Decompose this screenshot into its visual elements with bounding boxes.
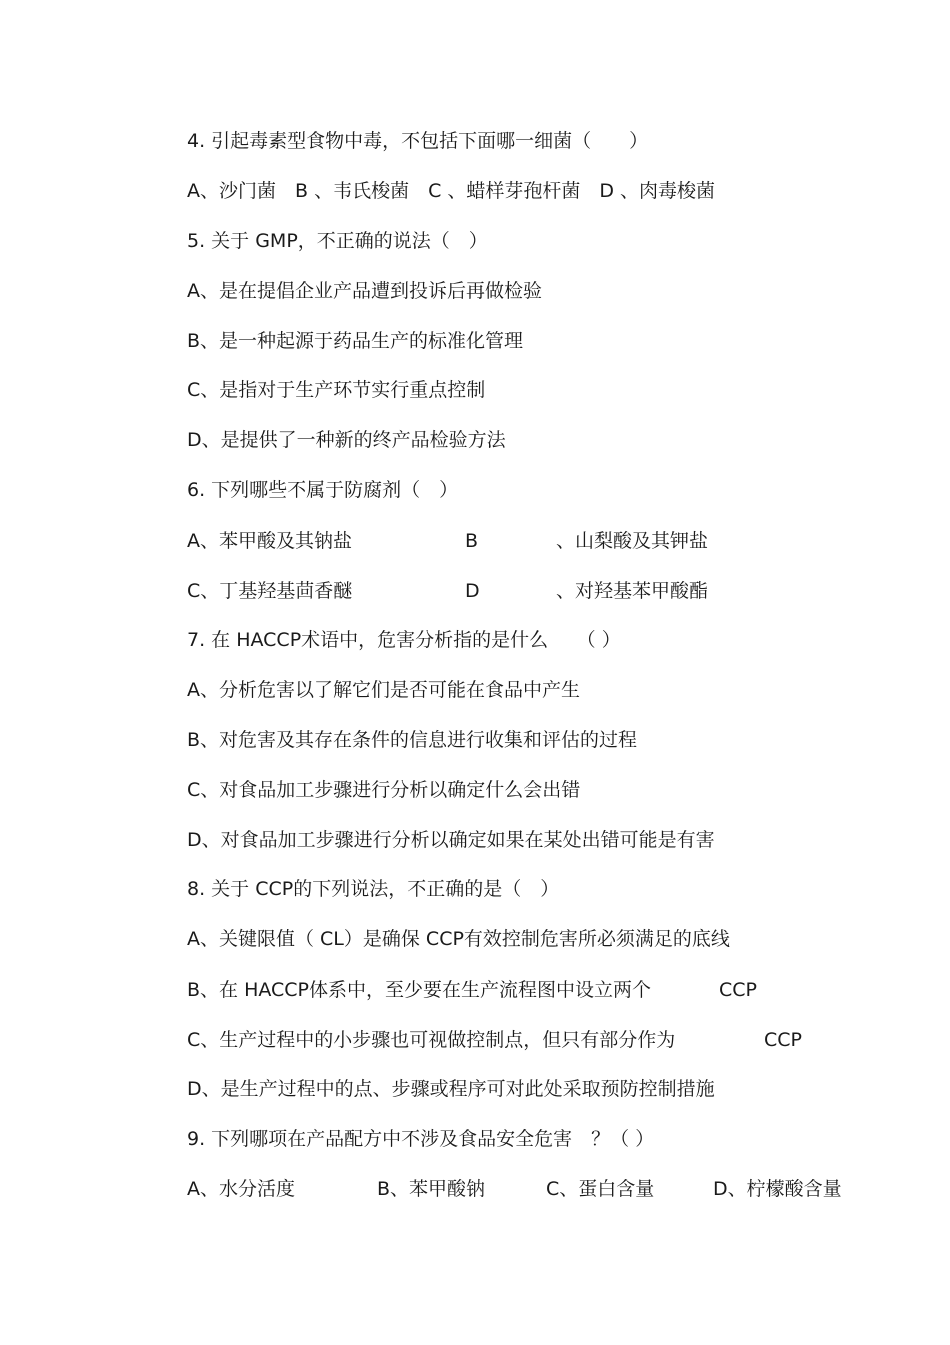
question-6-option-c: C、丁基羟基茴香醚 — [187, 580, 353, 602]
question-8-option-b-tail: CCP — [719, 979, 757, 1001]
question-6-option-d-text: 、对羟基苯甲酸酯 — [556, 580, 709, 602]
question-9-option-d: D、柠檬酸含量 — [713, 1178, 842, 1200]
question-9-option-c: C、蛋白含量 — [546, 1178, 655, 1200]
question-8-option-b: B、在 HACCP体系中，至少要在生产流程图中设立两个 — [187, 979, 652, 1001]
question-6-option-d-letter: D — [465, 580, 480, 602]
question-7-option-a: A、分析危害以了解它们是否可能在食品中产生 — [187, 679, 580, 701]
question-5-option-a: A、是在提倡企业产品遭到投诉后再做检验 — [187, 280, 542, 302]
question-5-option-d: D、是提供了一种新的终产品检验方法 — [187, 429, 506, 451]
question-8-option-d: D、是生产过程中的点、步骤或程序可对此处采取预防控制措施 — [187, 1078, 715, 1100]
question-8-stem: 8. 关于 CCP的下列说法，不正确的是（ ） — [187, 878, 560, 900]
question-8-option-a: A、关键限值（ CL）是确保 CCP有效控制危害所必须满足的底线 — [187, 928, 730, 950]
question-9-stem: 9. 下列哪项在产品配方中不涉及食品安全危害 ？（ ） — [187, 1128, 655, 1150]
question-6-option-a: A、苯甲酸及其钠盐 — [187, 530, 352, 552]
question-5-stem: 5. 关于 GMP，不正确的说法（ ） — [187, 230, 488, 252]
question-5-option-c: C、是指对于生产环节实行重点控制 — [187, 379, 486, 401]
question-4-stem: 4. 引起毒素型食物中毒，不包括下面哪一细菌（ ） — [187, 130, 649, 152]
question-9-option-b: B、苯甲酸钠 — [377, 1178, 486, 1200]
question-6-option-b-text: 、山梨酸及其钾盐 — [556, 530, 709, 552]
question-8-option-c: C、生产过程中的小步骤也可视做控制点，但只有部分作为 — [187, 1029, 676, 1051]
question-6-option-b-letter: B — [465, 530, 479, 552]
question-8-option-c-tail: CCP — [764, 1029, 802, 1051]
question-7-option-c: C、对食品加工步骤进行分析以确定什么会出错 — [187, 779, 581, 801]
question-7-option-b: B、对危害及其存在条件的信息进行收集和评估的过程 — [187, 729, 638, 751]
question-6-stem: 6. 下列哪些不属于防腐剂（ ） — [187, 479, 459, 501]
question-7-stem: 7. 在 HACCP术语中，危害分析指的是什么 （ ） — [187, 629, 621, 651]
question-5-option-b: B、是一种起源于药品生产的标准化管理 — [187, 330, 524, 352]
question-9-option-a: A、水分活度 — [187, 1178, 295, 1200]
question-7-option-d: D、对食品加工步骤进行分析以确定如果在某处出错可能是有害 — [187, 829, 715, 851]
question-4-options: A、沙门菌 B 、韦氏梭菌 C 、蜡样芽孢杆菌 D 、肉毒梭菌 — [187, 180, 716, 202]
